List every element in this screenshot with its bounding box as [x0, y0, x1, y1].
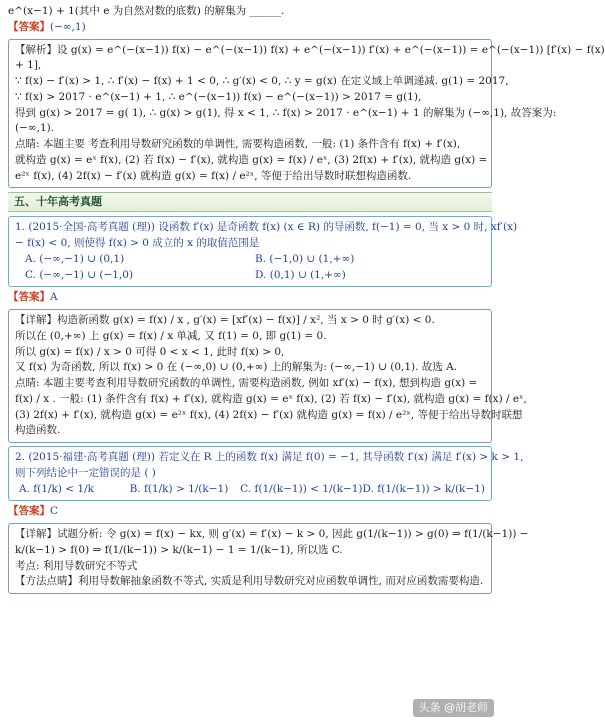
detail-line: 所以在 (0,+∞) 上 g(x) = f(x) / x 单减, 又 f(1) = 0, 即 g(1) = 0. [15, 329, 327, 342]
option-d: D. (0,1) ∪ (1,+∞) [255, 268, 346, 281]
detail-line: 点睛: 本题主要考查利用导数研究函数的单调性, 需要构造函数, 例如 xf′(x) − f(x), 想到构造 g(x) = [15, 377, 478, 389]
detail-line: 考点: 利用导数研究不等式 [15, 559, 138, 572]
answer-line-2 [8, 290, 492, 306]
detail-line: 又 f(x) 为奇函数, 所以 f(x) > 0 在 (−∞,0) ∪ (0,+∞) 上的解集为: (−∞,−1) ∪ (0,1). 故选 A. [15, 361, 458, 374]
analysis-line: (−∞,1). [15, 122, 55, 135]
answer-line-3 [8, 504, 492, 520]
answer-value: C [50, 505, 59, 518]
question-line: − f(x) < 0, 则使得 f(x) > 0 成立的 x 的取值范围是 [15, 237, 260, 249]
analysis-line: 就构造 g(x) = eˣ f(x), (2) 若 f(x) − f′(x), 就构造 g(x) = f(x) / eˣ, (3) 2f(x) + f′(x), 就构造 g(x) = [15, 153, 488, 166]
options-grid [15, 482, 485, 498]
option-d: D. f(1/(k−1)) > k/(k−1) [362, 482, 485, 495]
option-b: B. f(1/k) > 1/(k−1) [129, 482, 229, 495]
detail-box-1 [8, 309, 527, 443]
question-line: 1. (2015·全国·高考真题 (理)) 设函数 f′(x) 是奇函数 f(x) (x ∈ R) 的导函数, f(−1) = 0, 当 x > 0 时, xf′(x) [15, 221, 518, 234]
answer-value: A [50, 291, 58, 304]
option-c: C. (−∞,−1) ∪ (−1,0) [25, 268, 134, 281]
detail-box-2 [8, 523, 529, 594]
analysis-line: 点睛: 本题主要 考查利用导数研究函数的单调性, 需要构造函数, 一般: (1) 条件含有 f(x) + f′(x), [15, 138, 461, 150]
detail-line: (3) 2f(x) + f′(x), 就构造 g(x) = e²ˣ f(x), (4) 2f(x) − f′(x) 就构造 g(x) = f(x) / e²ˣ, 等便于给出导数时联想 [15, 408, 523, 421]
answer-label: 【答案】 [8, 291, 50, 304]
analysis-line: 得到 g(x) > 2017 = g( 1), ∴ g(x) > g(1), 得 x < 1, ∴ f(x) > 2017 · e^(x−1) + 1 的解集为 (−∞,1), 故答案为: [15, 106, 557, 119]
analysis-line: + 1], [15, 59, 42, 72]
section-title: 五、十年高考真题 [14, 195, 102, 208]
analysis-line: ∵ f(x) − f′(x) > 1, ∴ f′(x) − f(x) + 1 < 0, ∴ g′(x) < 0, ∴ y = g(x) 在定义域上单调递减. g(1) = 2017, [15, 75, 509, 87]
answer-label: 【答案】 [8, 505, 50, 518]
detail-line: 所以 g(x) = f(x) / x > 0 可得 0 < x < 1, 此时 f(x) > 0, [15, 345, 285, 358]
question-line: 2. (2015·福建·高考真题 (理)) 若定义在 R 上的函数 f(x) 满足 f(0) = −1, 其导函数 f′(x) 满足 f′(x) > k > 1, [15, 451, 524, 463]
option-a: A. f(1/k) < 1/k [19, 482, 94, 495]
section-header [8, 192, 492, 212]
option-c: C. f(1/(k−1)) < 1/(k−1) [240, 482, 363, 495]
options-grid [15, 252, 485, 284]
question-line: 则下列结论中一定错误的是 ( ) [15, 466, 156, 479]
answer-label: 【答案】 [8, 20, 50, 33]
analysis-line: e²ˣ f(x), (4) 2f(x) − f′(x) 就构造 g(x) = f(x) / e²ˣ, 等便于给出导数时联想构造函数. [15, 169, 412, 182]
question-box-2 [8, 446, 524, 501]
analysis-line: 【解析】设 g(x) = e^(−(x−1)) f(x) − e^(−(x−1)) f(x) + e^(−(x−1)) f′(x) + e^(−(x−1)) = e^(−(x−1)) [f′(x) − f(x) [15, 43, 605, 56]
detail-line: k/(k−1) > f(0) ⇒ f(1/(k−1)) > k/(k−1) − 1 = 1/(k−1), 所以选 C. [15, 543, 343, 556]
answer-value: (−∞,1) [50, 20, 86, 33]
option-b: B. (−1,0) ∪ (1,+∞) [255, 252, 355, 265]
question-box-1 [8, 216, 518, 287]
detail-line: 构造函数. [15, 424, 61, 437]
watermark: 头条 @胡老师 [413, 699, 495, 718]
detail-line: 【详解】试题分析: 令 g(x) = f(x) − kx, 则 g′(x) = f′(x) − k > 0, 因此 g(1/(k−1)) > g(0) ⇒ f(1/(k−1)) − [15, 528, 529, 540]
answer-line-1 [8, 20, 492, 36]
detail-line: 【方法点睛】利用导数解抽象函数不等式, 实质是利用导数研究对应函数单调性, 而对应函数需要构造. [15, 575, 484, 588]
detail-line: 【详解】构造新函数 g(x) = f(x) / x , g′(x) = [xf′(x) − f(x)] / x², 当 x > 0 时 g′(x) < 0. [15, 314, 435, 326]
analysis-box-1 [8, 39, 605, 189]
option-a: A. (−∞,−1) ∪ (0,1) [25, 252, 125, 265]
detail-line: f(x) / x . 一般: (1) 条件含有 f(x) + f′(x), 就构造 g(x) = eˣ f(x), (2) 若 f(x) − f′(x), 就构造 g(x) = f(x) / eˣ, [15, 392, 527, 405]
question-top: e^(x−1) + 1(其中 e 为自然对数的底数) 的解集为 ______. [8, 5, 285, 17]
analysis-line: ∵ f(x) > 2017 · e^(x−1) + 1, ∴ e^(−(x−1)) f(x) − e^(−(x−1)) > 2017 = g(1), [15, 90, 422, 103]
